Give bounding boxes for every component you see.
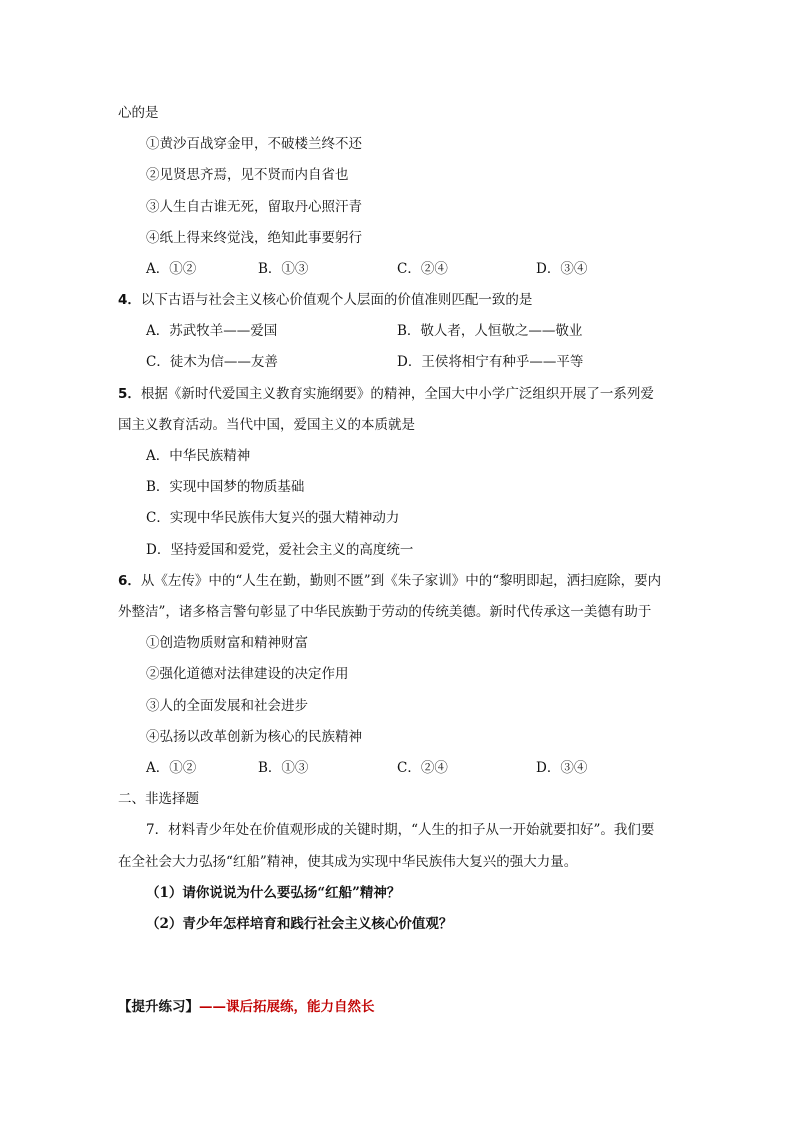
section-2-title: 二、非选择题 xyxy=(118,791,199,807)
q6-stem-line-2: 外整洁”，诸多格言警句彰显了中华民族勤于劳动的传统美德。新时代传承这一美德有助于 xyxy=(118,604,652,620)
q4-number: 4． xyxy=(118,292,141,308)
q5-stem-line-1 xyxy=(118,385,654,403)
q4-option-d: D．王侯将相宁有种乎——平等 xyxy=(397,354,584,370)
q5-stem-line-2: 国主义教育活动。当代中国，爱国主义的本质就是 xyxy=(118,417,415,433)
q3-option-d: D．③④ xyxy=(536,261,588,277)
q6-option-a: A．①② xyxy=(146,760,197,776)
q7-stem-line-1: 7．材料青少年处在价值观形成的关键时期，“人生的扣子从一开始就要扣好”。我们要 xyxy=(146,822,655,838)
q5-option-c: C．实现中华民族伟大复兴的强大精神动力 xyxy=(146,510,400,526)
q6-item-4: ④弘扬以改革创新为核心的民族精神 xyxy=(146,729,362,745)
q3-item-3: ③人生自古谁无死，留取丹心照汗青 xyxy=(146,199,362,215)
q5-option-d: D．坚持爱国和爱党，爱社会主义的高度统一 xyxy=(146,542,414,558)
q6-stem-line-1 xyxy=(118,572,661,590)
q5-stem-text-1: 根据《新时代爱国主义教育实施纲要》的精神，全国大中小学广泛组织开展了一系列爱 xyxy=(140,386,654,402)
q3-option-b: B．①③ xyxy=(258,261,309,277)
practice-heading-label: 【提升练习】 xyxy=(118,999,199,1015)
q6-stem-text-1: 从《左传》中的“人生在勤，勤则不匮”到《朱子家训》中的“黎明即起，洒扫庭除，要内 xyxy=(140,573,662,589)
q6-item-2: ②强化道德对法律建设的决定作用 xyxy=(146,666,349,682)
q3-option-a: A．①② xyxy=(146,261,197,277)
q3-option-c: C．②④ xyxy=(397,261,448,277)
q5-number: 5． xyxy=(118,386,141,402)
q4-option-a: A．苏武牧羊——爱国 xyxy=(146,323,278,339)
q6-option-c: C．②④ xyxy=(397,760,448,776)
q3-item-2: ②见贤思齐焉，见不贤而内自省也 xyxy=(146,167,349,183)
practice-heading xyxy=(118,998,375,1016)
q4-option-b: B．敬人者，人恒敬之——敬业 xyxy=(397,323,583,339)
q6-item-3: ③人的全面发展和社会进步 xyxy=(146,698,308,714)
q4-stem-text: 以下古语与社会主义核心价值观个人层面的价值准则匹配一致的是 xyxy=(140,292,533,308)
q5-option-a: A．中华民族精神 xyxy=(146,448,251,464)
q6-number: 6． xyxy=(118,573,141,589)
q5-option-b: B．实现中国梦的物质基础 xyxy=(146,479,305,495)
q6-option-b: B．①③ xyxy=(258,760,309,776)
q3-item-4: ④纸上得来终觉浅，绝知此事要躬行 xyxy=(146,230,362,246)
q3-item-1: ①黄沙百战穿金甲，不破楼兰终不还 xyxy=(146,136,362,152)
q4-stem xyxy=(118,291,532,309)
q6-item-1: ①创造物质财富和精神财富 xyxy=(146,635,308,651)
q7-subquestion-1: （1）请你说说为什么要弘扬“红船”精神？ xyxy=(146,885,401,901)
q3-stem-tail: 心的是 xyxy=(118,105,159,121)
practice-heading-slogan: ——课后拓展练，能力自然长 xyxy=(199,999,375,1015)
q7-stem-line-2: 在全社会大力弘扬“红船”精神，使其成为实现中华民族伟大复兴的强大力量。 xyxy=(118,854,578,870)
q6-option-d: D．③④ xyxy=(536,760,588,776)
q4-option-c: C．徒木为信——友善 xyxy=(146,354,278,370)
q7-subquestion-2: （2）青少年怎样培育和践行社会主义核心价值观？ xyxy=(146,916,453,932)
